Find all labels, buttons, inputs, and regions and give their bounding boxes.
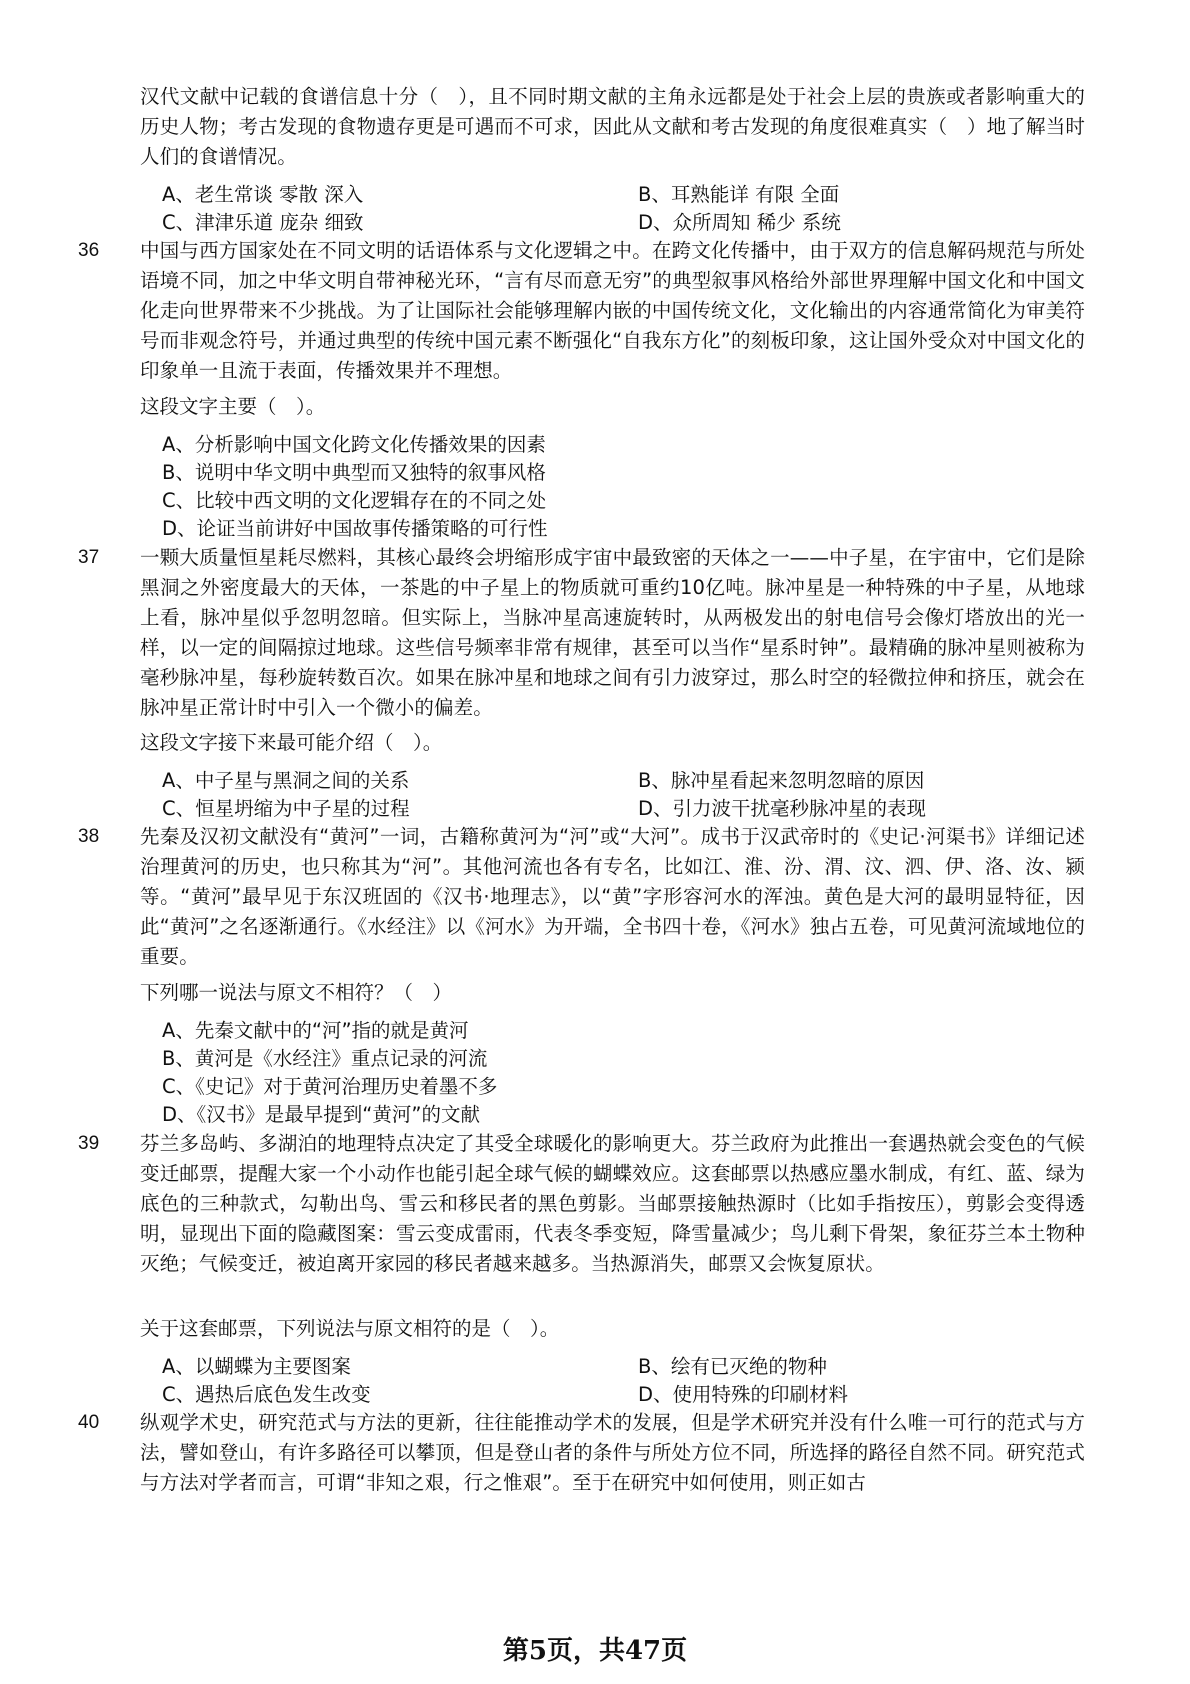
- q35-option-a: A、老生常谈 零散 深入: [162, 183, 364, 206]
- q38-option-b: B、黄河是《水经注》重点记录的河流: [162, 1047, 488, 1070]
- q38-option-a: A、先秦文献中的“河”指的就是黄河: [162, 1019, 469, 1042]
- q38-stem: 先秦及汉初文献没有“黄河”一词，古籍称黄河为“河”或“大河”。成书于汉武帝时的《史记·河渠书》详细记述治理黄河的历史，也只称其为“河”。其他河流也各有专名，比如江、淮、汾、渭、汶、泗、伊、洛、汝、颍等。“黄河”最早见于东汉班固的《汉书·地理志》，以“黄”字形容河水的浑浊。黄色是大河的最明显特征，因此“黄河”之名逐渐通行。《水经注》以《河水》为开端，全书四十卷，《河水》独占五卷，可见黄河流域地位的重要。: [140, 825, 1085, 968]
- q37-stem: 一颗大质量恒星耗尽燃料，其核心最终会坍缩形成宇宙中最致密的天体之一——中子星，在宇宙中，它们是除黑洞之外密度最大的天体，一茶匙的中子星上的物质就可重约10亿吨。脉冲星是一种特殊的中子星，从地球上看，脉冲星似乎忽明忽暗。但实际上，当脉冲星高速旋转时，从两极发出的射电信号会像灯塔放出的光一样，以一定的间隔掠过地球。这些信号频率非常有规律，甚至可以当作“星系时钟”。最精确的脉冲星则被称为毫秒脉冲星，每秒旋转数百次。如果在脉冲星和地球之间有引力波穿过，那么时空的轻微拉伸和挤压，就会在脉冲星正常计时中引入一个微小的偏差。: [140, 546, 1085, 719]
- q38-option-c: C、《史记》对于黄河治理历史着墨不多: [162, 1075, 498, 1098]
- q36-option-d: D、论证当前讲好中国故事传播策略的可行性: [162, 517, 548, 540]
- q39-option-b: B、绘有已灭绝的物种: [638, 1355, 827, 1378]
- q35-option-c: C、津津乐道 庞杂 细致: [162, 211, 364, 234]
- q39-prompt: 关于这套邮票，下列说法与原文相符的是（ ）。: [140, 1317, 560, 1340]
- q36-option-a: A、分析影响中国文化跨文化传播效果的因素: [162, 433, 546, 456]
- q39-option-a: A、以蝴蝶为主要图案: [162, 1355, 351, 1378]
- q36-option-c: C、比较中西文明的文化逻辑存在的不同之处: [162, 489, 547, 512]
- q39-option-d: D、使用特殊的印刷材料: [638, 1383, 849, 1406]
- q36-number: 36: [78, 240, 100, 261]
- q35-option-b: B、耳熟能详 有限 全面: [638, 183, 840, 206]
- q40-stem: 纵观学术史，研究范式与方法的更新，往往能推动学术的发展，但是学术研究并没有什么唯一可行的范式与方法，譬如登山，有许多路径可以攀顶，但是登山者的条件与所处方位不同，所选择的路径自然不同。研究范式与方法对学者而言，可谓“非知之艰，行之惟艰”。至于在研究中如何使用，则正如古: [140, 1411, 1085, 1494]
- q36-stem: 中国与西方国家处在不同文明的话语体系与文化逻辑之中。在跨文化传播中，由于双方的信息解码规范与所处语境不同，加之中华文明自带神秘光环，“言有尽而意无穷”的典型叙事风格给外部世界理解中国文化和中国文化走向世界带来不少挑战。为了让国际社会能够理解内嵌的中国传统文化，文化输出的内容通常简化为审美符号而非观念符号，并通过典型的传统中国元素不断强化“自我东方化”的刻板印象，这让国外受众对中国文化的印象单一且流于表面，传播效果并不理想。: [140, 239, 1085, 382]
- q37-option-c: C、恒星坍缩为中子星的过程: [162, 797, 410, 820]
- q38-option-d: D、《汉书》是最早提到“黄河”的文献: [162, 1103, 480, 1126]
- q35-option-d: D、众所周知 稀少 系统: [638, 211, 841, 234]
- page-footer: 第5页，共47页: [502, 1636, 688, 1666]
- q36-option-b: B、说明中华文明中典型而又独特的叙事风格: [162, 461, 546, 484]
- q40-number: 40: [78, 1412, 100, 1433]
- q39-stem: 芬兰多岛屿、多湖泊的地理特点决定了其受全球暖化的影响更大。芬兰政府为此推出一套遇热就会变色的气候变迁邮票，提醒大家一个小动作也能引起全球气候的蝴蝶效应。这套邮票以热感应墨水制成，有红、蓝、绿为底色的三种款式，勾勒出鸟、雪云和移民者的黑色剪影。当邮票接触热源时（比如手指按压），剪影会变得透明，显现出下面的隐藏图案：雪云变成雷雨，代表冬季变短，降雪量减少；鸟儿剩下骨架，象征芬兰本土物种灭绝；气候变迁，被迫离开家园的移民者越来越多。当热源消失，邮票又会恢复原状。: [140, 1132, 1085, 1275]
- q39-option-c: C、遇热后底色发生改变: [162, 1383, 371, 1406]
- q38-number: 38: [78, 826, 100, 847]
- q36-prompt: 这段文字主要（ ）。: [140, 395, 326, 418]
- q38-prompt: 下列哪一说法与原文不相符？（ ）: [140, 981, 453, 1004]
- q37-number: 37: [78, 547, 100, 568]
- q37-option-d: D、引力波干扰毫秒脉冲星的表现: [638, 797, 927, 820]
- q35-stem: 汉代文献中记载的食谱信息十分（ ），且不同时期文献的主角永远都是处于社会上层的贵族或者影响重大的历史人物；考古发现的食物遗存更是可遇而不可求，因此从文献和考古发现的角度很难真实（ ）地了解当时人们的食谱情况。: [140, 85, 1085, 168]
- q39-number: 39: [78, 1133, 100, 1154]
- q37-prompt: 这段文字接下来最可能介绍（ ）。: [140, 731, 443, 754]
- q37-option-b: B、脉冲星看起来忽明忽暗的原因: [638, 769, 925, 792]
- q37-option-a: A、中子星与黑洞之间的关系: [162, 769, 410, 792]
